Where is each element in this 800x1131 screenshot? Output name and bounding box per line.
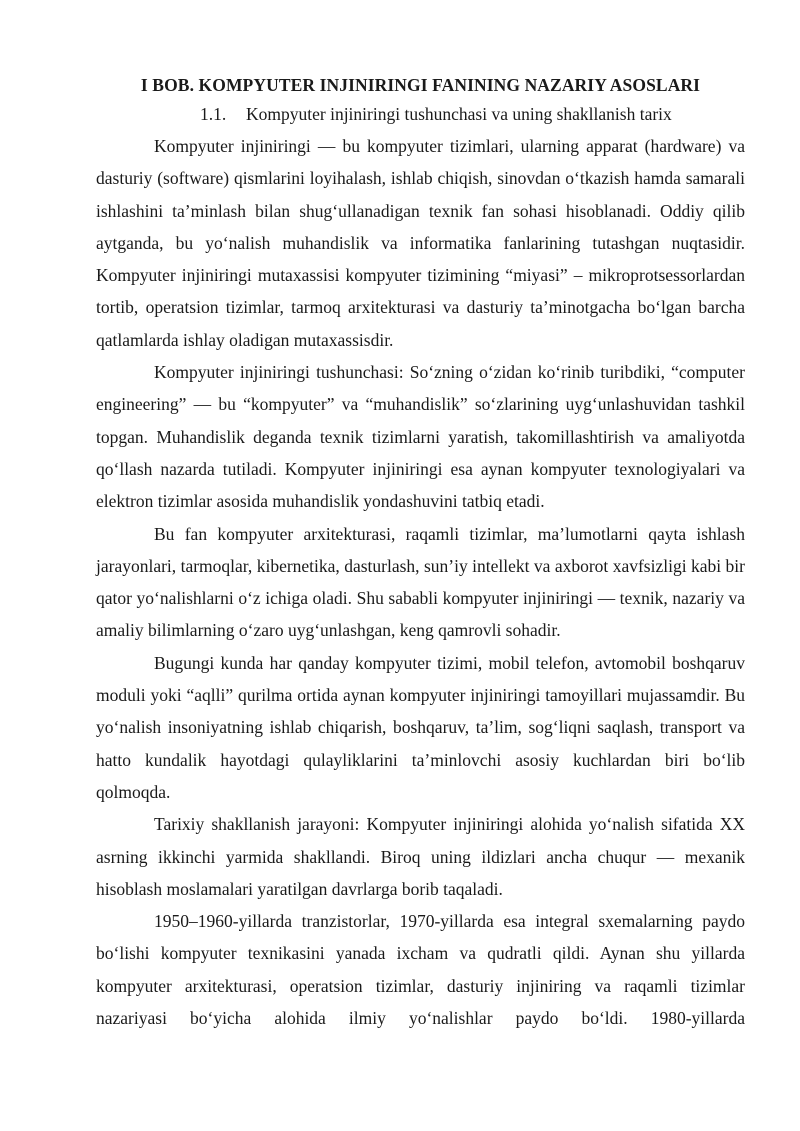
section-heading <box>96 103 745 125</box>
paragraph-scope: Bu fan kompyuter arxitekturasi, raqamli tizimlar, ma’lumotlarni qayta ishlash jarayonlari, tarmoqlar, kibernetika, dasturlash, sun’iy intellekt va axborot xavfsizligi kabi bir qator yo‘nalishlarni o‘z ichiga oladi. Shu sababli kompyuter injiniringi — texnik, nazariy va amaliy bilimlarning o‘zaro uyg‘unlashgan, keng qamrovli sohadir. <box>96 523 745 641</box>
paragraph-history: Tarixiy shakllanish jarayoni: Kompyuter injiniringi alohida yo‘nalish sifatida XX asrning ikkinchi yarmida shakllandi. Biroq uning ildizlari ancha chuqur — mexanik hisoblash moslamalari yaratilgan davrlarga borib taqaladi. <box>96 814 745 899</box>
paragraph-concept: Kompyuter injiniringi tushunchasi: So‘zning o‘zidan ko‘rinib turibdiki, “computer engineering” — bu “kompyuter” va “muhandislik” so‘zlarining uyg‘unlashuvidan tashkil topgan. Muhandislik deganda texnik tizimlarni yaratish, takomillashtirish va amaliyotda qo‘llash nazarda tutiladi. Kompyuter injiniringi esa aynan kompyuter texnologiyalari va elektron tizimlar asosida muhandislik yondashuvini tatbiq etadi. <box>96 362 745 512</box>
chapter-title: I BOB. KOMPYUTER INJINIRINGI FANINING NAZARIY ASOSLARI <box>140 75 701 95</box>
section-number: 1.1. <box>200 104 227 124</box>
paragraph-today: Bugungi kunda har qanday kompyuter tizimi, mobil telefon, avtomobil boshqaruv moduli yoki “aqlli” qurilma ortida aynan kompyuter injiniringi tamoyillari mujassamdir. Bu yo‘nalish insoniyatning ishlab chiqarish, boshqaruv, ta’lim, sog‘liqni saqlash, transport va hatto kundalik hayotdagi qulayliklarini ta’minlovchi asosiy kuchlardan biri bo‘lib qolmoqda. <box>96 652 745 802</box>
section-title: Kompyuter injiniringi tushunchasi va uning shakllanish tarix <box>246 104 672 124</box>
paragraph-definition: Kompyuter injiniringi — bu kompyuter tizimlari, ularning apparat (hardware) va dasturiy (software) qismlarini loyihalash, ishlab chiqish, sinovdan o‘tkazish hamda samarali ishlashini ta’minlash bilan shug‘ullanadigan texnik fan sohasi hisoblanadi. Oddiy qilib aytganda, bu yo‘nalish muhandislik va informatika fanlarining tutashgan nuqtasidir. Kompyuter injiniringi mutaxassisi kompyuter tizimining “miyasi” – mikroprotsessorlardan tortib, operatsion tizimlar, tarmoq arxitekturasi va dasturiy ta’minotgacha bo‘lgan barcha qatlamlarda ishlay oladigan mutaxassisdir. <box>96 136 745 350</box>
paragraph-timeline: 1950–1960-yillarda tranzistorlar, 1970-yillarda esa integral sxemalarning paydo bo‘lishi kompyuter texnikasini yanada ixcham va qudratli qildi. Aynan shu yillarda kompyuter arxitekturasi, operatsion tizimlar, dasturiy injiniring va raqamli tizimlar nazariyasi bo‘yicha alohida ilmiy yo‘nalishlar paydo bo‘ldi. 1980-yillarda <box>96 911 745 1029</box>
